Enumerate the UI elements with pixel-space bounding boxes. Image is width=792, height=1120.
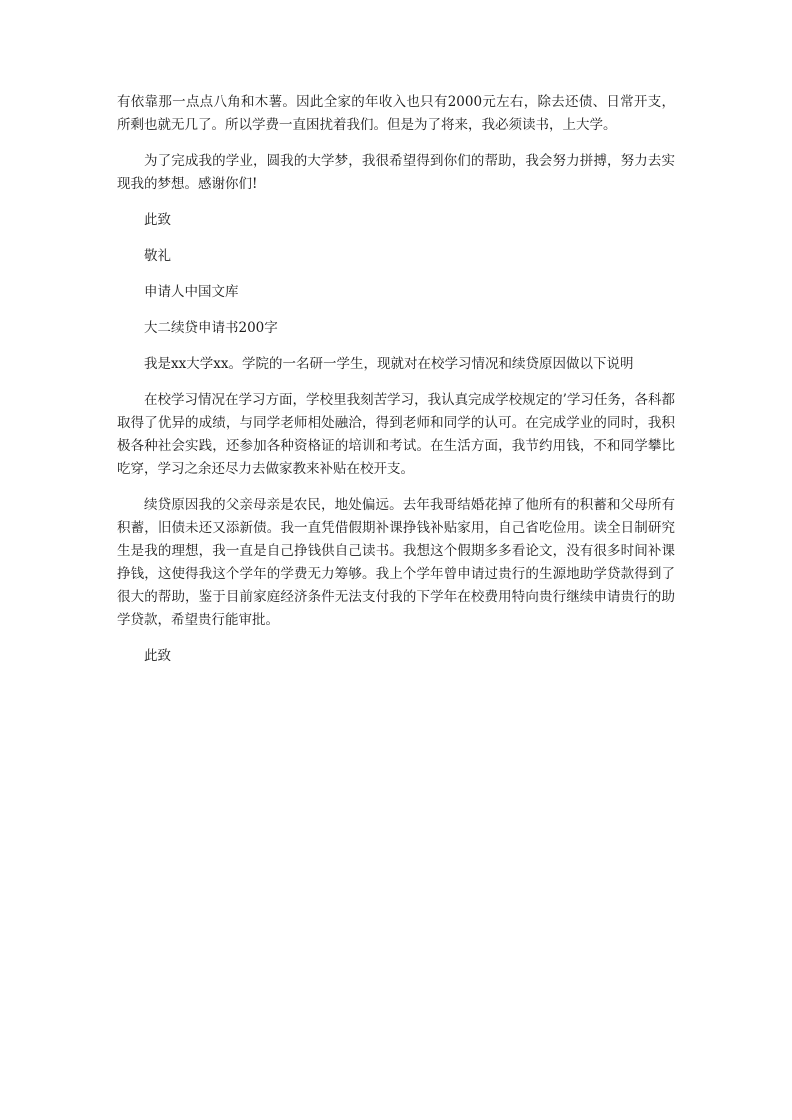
section-title: 大二续贷申请书200字 [144,320,278,336]
paragraph-renewal-reason: 续贷原因我的父亲母亲是农民，地处偏远。去年我哥结婚花掉了他所有的积蓄和父母所有积蓄，旧债未还又添新债。我一直凭借假期补课挣钱补贴家用，自己省吃俭用。读全日制研究生是我的理想，我一直是自己挣钱供自己读书。我想这个假期多多看论文，没有很多时间补课挣钱，这使得我这个学年的学费无力筹够。我上个学年曾申请过贵行的生源地助学贷款得到了很大的帮助，鉴于目前家庭经济条件无法支付我的下学年在校费用特向贵行继续申请贵行的助学贷款，希望贵行能审批。 [117,497,675,628]
document-page [117,91,675,681]
paragraph-family-income: 有依靠那一点点八角和木薯。因此全家的年收入也只有2000元左右，除去还债、日常开支，所剩也就无几了。所以学费一直困扰着我们。但是为了将来，我必须读书，上大学。 [117,94,675,133]
closing-salutation: 此致 [144,212,171,228]
paragraph-study-situation: 在校学习情况在学习方面，学校里我刻苦学习，我认真完成学校规定的’学习任务，各科都取得了优异的成绩，与同学老师相处融洽，得到老师和同学的认可。在完成学业的同时，我积极各种社会实践，还参加各种资格证的培训和考试。在生活方面，我节约用钱，不和同学攀比吃穿，学习之余还尽力去做家教来补贴在校开支。 [117,392,675,477]
closing-regards: 敬礼 [144,248,171,264]
paragraph-introduction: 我是xx大学xx。学院的一名研一学生，现就对在校学习情况和续贷原因做以下说明 [144,356,634,372]
paragraph-hope-for-help: 为了完成我的学业，圆我的大学梦，我很希望得到你们的帮助，我会努力拼搏，努力去实现我的梦想。感谢你们! [117,153,675,192]
closing-salutation-2: 此致 [144,648,171,664]
applicant-signature: 申请人中国文库 [144,284,239,300]
